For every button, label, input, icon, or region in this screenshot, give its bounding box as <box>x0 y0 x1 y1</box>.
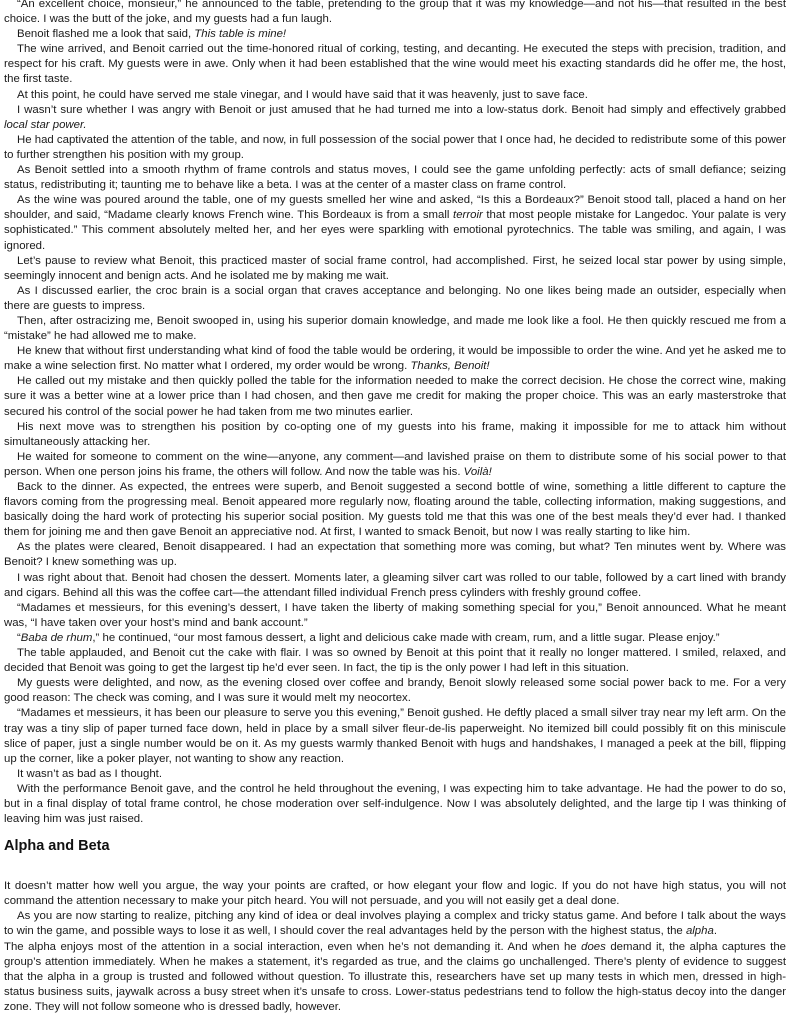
paragraph: I wasn’t sure whether I was angry with Benoit or just amused that he had turned me into a low-status dork. Benoit had simply and effectively grabbed local star power. <box>4 103 786 131</box>
alpha-beta-section <box>4 879 786 1015</box>
emphasis: Thanks, Benoit! <box>410 360 490 373</box>
paragraph: My guests were delighted, and now, as the evening closed over coffee and brandy, Benoit slowly released some social power back to me. For a very good reason: The check was coming, and I was sure it would melt my neocortex. <box>4 677 786 705</box>
paragraph: “Madames et messieurs, for this evening’s dessert, I have taken the liberty of making something special for you,” Benoit announced. What he meant was, “I have taken over your host’s mind and bank account.” <box>4 601 786 629</box>
story-section <box>4 0 786 827</box>
paragraph: Back to the dinner. As expected, the entrees were superb, and Benoit suggested a second bottle of wine, something a little different to capture the flavors coming from the progressing meal. Benoit appeared more regularly now, floating around the table, collecting information, making suggestions, and basically doing the hard work of protecting his superior social position. My guests told me that this was one of the best meals they’d ever had. I thanked them for joining me and then gave Benoit an appreciative nod. At first, I wanted to smack Benoit, but now I was really starting to like him. <box>4 481 786 539</box>
paragraph: As Benoit settled into a smooth rhythm of frame controls and status moves, I could see the game unfolding perfectly: acts of small defiance; seizing status, redistributing it; taunting me to behave like a beta. I was at the center of a master class on frame control. <box>4 164 786 192</box>
paragraph: The alpha enjoys most of the attention in a social interaction, even when he’s not demanding it. And when he does demand it, the alpha captures the group’s attention immediately. When he makes a statement, it’s regarded as true, and the claims go unchallenged. There’s plenty of evidence to suggest that the alpha in a group is trusted and followed without question. To illustrate this, researchers have set up many tests in which men, dressed in high-status business suits, jaywalk across a busy street when it’s unsafe to cross. Lower-status pedestrians tend to follow the high-status decoy into the danger zone. They will not follow someone who is dressed badly, however. <box>4 940 786 1013</box>
paragraph: He knew that without first understanding what kind of food the table would be ordering, it would be impossible to order the wine. And yet he asked me to make a wine selection first. No matter what I ordered, my order would be wrong. Thanks, Benoit! <box>4 345 786 373</box>
paragraph: Then, after ostracizing me, Benoit swooped in, using his superior domain knowledge, and made me look like a fool. He then quickly rescued me from a “mistake” he had allowed me to make. <box>4 314 786 343</box>
paragraph: Let’s pause to review what Benoit, this practiced master of social frame control, had accomplished. First, he seized local star power by using simple, seemingly innocent and benign acts. And he isolated me by making me wait. <box>4 254 786 282</box>
paragraph: I was right about that. Benoit had chosen the dessert. Moments later, a gleaming silver cart was rolled to our table, followed by a cart lined with brandy and cigars. Behind all this was the coffee cart—the attendant filled individual French press cylinders with freshly ground coffee. <box>4 571 786 599</box>
emphasis: terroir <box>453 209 483 222</box>
paragraph: The wine arrived, and Benoit carried out the time-honored ritual of corking, testing, and decanting. He executed the steps with precision, tradition, and respect for his craft. My guests were in awe. Only when it had been established that the wine would meet his exacting standards did he offer me, the host, the first taste. <box>4 43 786 86</box>
emphasis: does <box>581 940 606 953</box>
paragraph: With the performance Benoit gave, and the control he held throughout the evening, I was expecting him to take advantage. He had the power to do so, but in a final display of total frame control, he chose moderation over self-indulgence. Now I was absolutely delighted, and the large tip I was thinking of leaving him was just raised. <box>4 782 786 826</box>
paragraph: At this point, he could have served me stale vinegar, and I would have said that it was heavenly, just to save face. <box>17 88 588 101</box>
paragraph: He called out my mistake and then quickly polled the table for the information needed to make the correct decision. He chose the correct wine, making sure it was a better wine at a lower price than I had chosen, and then gave me credit for making the proper choice. This was an early masterstroke that secured his control of the social power he had taken from me two minutes earlier. <box>4 375 786 418</box>
paragraph: He had captivated the attention of the table, and now, in full possession of the social power that I once had, he decided to redistribute some of this power to further strengthen his position with my group. <box>4 133 786 161</box>
paragraph: As I discussed earlier, the croc brain is a social organ that craves acceptance and belonging. No one likes being made an outsider, especially when there are guests to impress. <box>4 284 786 312</box>
emphasis: Voilà! <box>463 465 492 478</box>
paragraph: As the plates were cleared, Benoit disappeared. I had an expectation that something more was coming, but what? Ten minutes went by. Where was Benoit? I knew something was up. <box>4 541 786 569</box>
paragraph: He waited for someone to comment on the wine—anyone, any comment—and lavished praise on them to distribute some of his social power to that person. When one person joins his frame, the others will follow. And now the table was his. Voilà! <box>4 450 786 478</box>
paragraph: As you are now starting to realize, pitching any kind of idea or deal involves playing a complex and tricky status game. And before I talk about the ways to win the game, and possible ways to lose it as well, I should cover the real advantages held by the person with the highest status, the alpha. <box>4 910 786 938</box>
paragraph: “An excellent choice, monsieur,” he announced to the table, pretending to the group that it was my knowledge—and not his—that resulted in the best choice. I was the butt of the joke, and my guests had a fun laugh. <box>4 0 786 26</box>
emphasis: This table is mine! <box>194 28 287 41</box>
emphasis: local star power. <box>4 118 87 131</box>
emphasis: Baba de rhum <box>20 631 93 644</box>
paragraph: “Madames et messieurs, it has been our pleasure to serve you this evening,” Benoit gushed. He deftly placed a small silver tray near my left arm. On the tray was a tiny slip of paper turned face down, held in place by a small silver fleur-de-lis paperweight. No itemized bill could possibly fit on this miniscule slice of paper, just a single number would be on it. As my guests warmly thanked Benoit with hugs and handshakes, I managed a peek at the bill, flipping up the corner, like a poker player, not wanting to show any reaction. <box>4 707 786 765</box>
paragraph: The table applauded, and Benoit cut the cake with flair. I was so owned by Benoit at this point that it really no longer mattered. I smiled, relaxed, and decided that Benoit was going to get the largest tip he’d ever seen. In fact, the tip is the only power I had left in this situation. <box>4 647 786 675</box>
paragraph: As the wine was poured around the table, one of my guests smelled her wine and asked, “Is this a Bordeaux?” Benoit stood tall, placed a hand on her shoulder, and said, “Madame clearly knows French wine. This Bordeaux is from a small terroir that most people mistake for Langedoc. Your palate is very sophisticated.” This comment absolutely melted her, and her eyes were sparkling with emotional pyrotechnics. The table was smiling, and again, I was ignored. <box>4 194 786 252</box>
section-heading: Alpha and Beta <box>4 838 110 855</box>
emphasis: alpha <box>685 925 714 938</box>
paragraph: “Baba de rhum,” he continued, “our most famous dessert, a light and delicious cake made with cream, rum, and a little sugar. Please enjoy.” <box>17 631 720 644</box>
paragraph: It doesn’t matter how well you argue, the way your points are crafted, or how elegant your flow and logic. If you do not have high status, you will not command the attention necessary to make your pitch heard. You will not persuade, and you will not easily get a deal done. <box>4 880 786 908</box>
paragraph: Benoit flashed me a look that said, This table is mine! <box>17 28 287 41</box>
paragraph: His next move was to strengthen his position by co-opting one of my guests into his frame, making it impossible for me to attack him without simultaneously attacking her. <box>4 420 786 448</box>
paragraph: It wasn’t as bad as I thought. <box>17 767 163 780</box>
